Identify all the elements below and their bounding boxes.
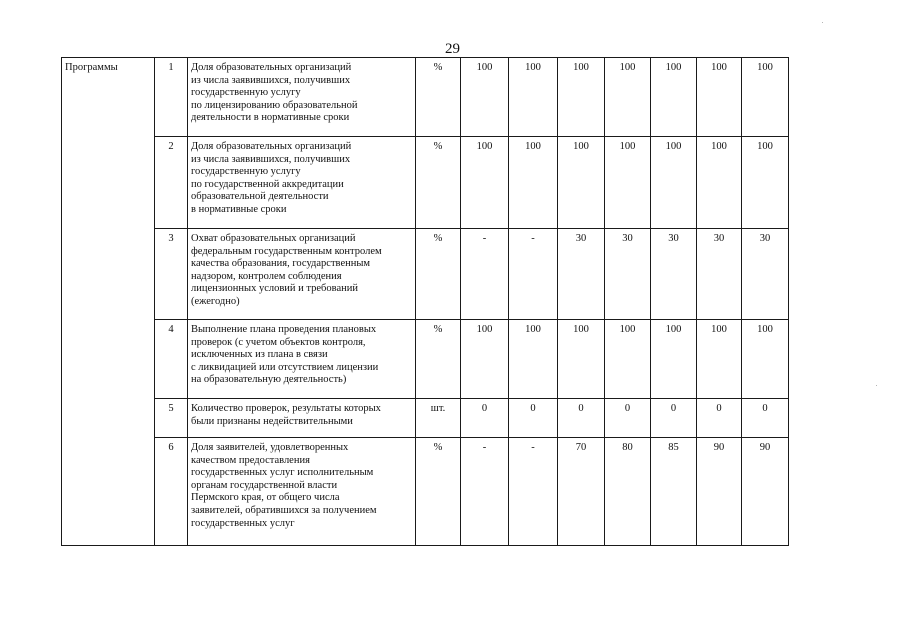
value-cell: 100 xyxy=(651,137,697,229)
indicator-name-line: из числа заявившихся, получивших xyxy=(191,153,351,165)
value-cell: - xyxy=(509,438,558,546)
value-cell: 100 xyxy=(558,58,605,137)
indicator-name xyxy=(188,229,416,320)
value-cell: 0 xyxy=(697,399,742,438)
unit-cell: % xyxy=(416,438,461,546)
value-cell: 90 xyxy=(697,438,742,546)
indicator-name-line: Пермского края, от общего числа xyxy=(191,492,340,504)
indicator-name-line: качеством предоставления xyxy=(191,454,310,466)
table-row xyxy=(62,137,789,229)
value-cell: 100 xyxy=(605,137,651,229)
indicator-name-line: Выполнение плана проведения плановых xyxy=(191,324,377,335)
value-cell: 30 xyxy=(558,229,605,320)
row-number: 6 xyxy=(155,438,188,546)
row-number: 2 xyxy=(155,137,188,229)
indicator-name-line: государственных услуг xyxy=(191,517,295,529)
indicator-name-line: (ежегодно) xyxy=(191,295,240,307)
value-cell: 100 xyxy=(509,58,558,137)
indicator-name-line: в нормативные сроки xyxy=(191,203,287,215)
value-cell: 100 xyxy=(742,320,789,399)
section-label-cell xyxy=(62,58,155,546)
value-cell: 100 xyxy=(651,58,697,137)
indicator-name-line: деятельности в нормативные сроки xyxy=(191,112,350,124)
value-cell: 0 xyxy=(461,399,509,438)
table-row xyxy=(62,58,789,137)
unit-cell: % xyxy=(416,137,461,229)
value-cell: 70 xyxy=(558,438,605,546)
value-cell: 30 xyxy=(742,229,789,320)
indicator-name-line: были признаны недействительными xyxy=(191,415,353,427)
table-body xyxy=(62,58,789,546)
row-number: 5 xyxy=(155,399,188,438)
value-cell: 80 xyxy=(605,438,651,546)
indicator-name xyxy=(188,58,416,137)
indicator-name-line: государственных услуг исполнительным xyxy=(191,467,374,479)
value-cell: 100 xyxy=(461,137,509,229)
value-cell: 0 xyxy=(558,399,605,438)
unit-cell: % xyxy=(416,229,461,320)
value-cell: 85 xyxy=(651,438,697,546)
table-row xyxy=(62,438,789,546)
value-cell: 100 xyxy=(742,137,789,229)
unit-cell: % xyxy=(416,320,461,399)
indicator-name-line: государственную услугу xyxy=(191,87,301,99)
unit-cell: шт. xyxy=(416,399,461,438)
value-cell: - xyxy=(509,229,558,320)
unit-cell: % xyxy=(416,58,461,137)
indicator-name-line: по лицензированию образовательной xyxy=(191,99,358,111)
value-cell: 100 xyxy=(461,320,509,399)
value-cell: - xyxy=(461,229,509,320)
value-cell: 30 xyxy=(651,229,697,320)
value-cell: 100 xyxy=(651,320,697,399)
indicator-name-line: Доля образовательных организаций xyxy=(191,62,352,73)
value-cell: 100 xyxy=(605,320,651,399)
indicator-name-line: надзором, контролем соблюдения xyxy=(191,270,342,282)
indicator-name xyxy=(188,399,416,438)
value-cell: 90 xyxy=(742,438,789,546)
indicator-name-line: заявителей, обратившихся за получением xyxy=(191,504,377,516)
indicator-name-line: Охват образовательных организаций xyxy=(191,233,356,244)
value-cell: 30 xyxy=(605,229,651,320)
value-cell: 100 xyxy=(742,58,789,137)
scan-speck xyxy=(822,22,823,23)
indicator-name-line: исключенных из плана в связи xyxy=(191,349,328,361)
row-number: 3 xyxy=(155,229,188,320)
indicator-name xyxy=(188,438,416,546)
table-row xyxy=(62,320,789,399)
scan-speck xyxy=(876,385,877,386)
value-cell: 100 xyxy=(697,137,742,229)
value-cell: 0 xyxy=(509,399,558,438)
row-number: 1 xyxy=(155,58,188,137)
indicator-name-line: Доля заявителей, удовлетворенных xyxy=(191,442,349,453)
indicator-name-line: лицензионных условий и требований xyxy=(191,283,358,295)
indicators-table xyxy=(61,57,789,546)
indicator-name-line: органам государственной власти xyxy=(191,479,338,491)
indicator-name-line: федеральным государственным контролем xyxy=(191,245,382,257)
value-cell: 0 xyxy=(742,399,789,438)
indicator-name-line: качества образования, государственным xyxy=(191,258,371,270)
value-cell: 100 xyxy=(605,58,651,137)
value-cell: 30 xyxy=(697,229,742,320)
indicator-name-line: Количество проверок, результаты которых xyxy=(191,403,381,414)
indicator-name-line: проверок (с учетом объектов контроля, xyxy=(191,336,366,348)
indicator-name xyxy=(188,320,416,399)
value-cell: 100 xyxy=(558,320,605,399)
row-number: 4 xyxy=(155,320,188,399)
value-cell: 100 xyxy=(509,137,558,229)
value-cell: 0 xyxy=(605,399,651,438)
value-cell: - xyxy=(461,438,509,546)
value-cell: 0 xyxy=(651,399,697,438)
section-label: Программы xyxy=(65,62,118,73)
table-row xyxy=(62,399,789,438)
value-cell: 100 xyxy=(558,137,605,229)
indicator-name-line: по государственной аккредитации xyxy=(191,178,344,190)
value-cell: 100 xyxy=(697,320,742,399)
value-cell: 100 xyxy=(461,58,509,137)
indicator-name-line: из числа заявившихся, получивших xyxy=(191,74,351,86)
indicator-name-line: государственную услугу xyxy=(191,166,301,178)
page-number: 29 xyxy=(445,41,460,57)
indicator-name-line: Доля образовательных организаций xyxy=(191,141,352,152)
indicator-name-line: образовательной деятельности xyxy=(191,191,329,203)
value-cell: 100 xyxy=(509,320,558,399)
table-row xyxy=(62,229,789,320)
value-cell: 100 xyxy=(697,58,742,137)
indicator-name xyxy=(188,137,416,229)
indicator-name-line: с ликвидацией или отсутствием лицензии xyxy=(191,361,379,373)
indicator-name-line: на образовательную деятельность) xyxy=(191,374,347,386)
